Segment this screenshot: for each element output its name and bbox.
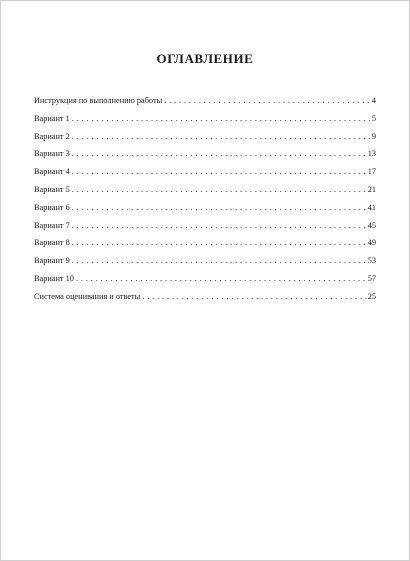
toc-entry-page: 21: [367, 184, 376, 194]
dot-leader: [72, 199, 367, 217]
dot-leader: [142, 288, 366, 306]
toc-entry-page: 5: [371, 113, 376, 123]
toc-entry-label: Инструкция по выполнению работы: [34, 96, 163, 105]
toc-entry-page: 13: [367, 149, 376, 159]
dot-leader: [72, 145, 367, 163]
toc-entry-variant-6[interactable]: [34, 199, 376, 217]
toc-entry-page: 4: [371, 96, 376, 105]
toc-entry-variant-5[interactable]: [34, 181, 376, 199]
dot-leader: [72, 110, 371, 128]
dot-leader: [72, 217, 367, 235]
toc-entry-page: 17: [367, 167, 376, 177]
toc-entry-variant-7[interactable]: [34, 217, 376, 235]
toc-entry-label: Вариант 7: [34, 220, 70, 230]
toc-entry-page: 25: [367, 291, 376, 301]
toc-entry-label: Вариант 9: [34, 256, 70, 266]
toc-entry-label: Вариант 8: [34, 238, 70, 248]
toc-entry-label: Вариант 4: [34, 167, 70, 177]
toc-entry-label: Вариант 10: [34, 273, 74, 283]
toc-entry-page: 57: [367, 273, 376, 283]
page-title: ОГЛАВЛЕНИЕ: [156, 51, 254, 66]
toc-entry-variant-1[interactable]: [34, 110, 376, 128]
dot-leader: [72, 234, 367, 252]
toc-entry-instructions[interactable]: [34, 92, 376, 110]
toc-entry-page: 45: [367, 220, 376, 230]
dot-leader: [72, 252, 367, 270]
dot-leader: [164, 92, 371, 110]
toc-entry-variant-8[interactable]: [34, 234, 376, 252]
toc-entry-page: 9: [371, 131, 376, 141]
toc-entry-variant-4[interactable]: [34, 163, 376, 181]
toc-entry-label: Вариант 1: [34, 113, 70, 123]
toc-entry-label: Вариант 6: [34, 202, 70, 212]
dot-leader: [72, 128, 371, 146]
toc-entry-page: 41: [367, 202, 376, 212]
toc-entry-grading-and-answers[interactable]: [34, 288, 376, 306]
toc-entry-page: 53: [367, 256, 376, 266]
dot-leader: [72, 181, 367, 199]
toc-entry-variant-9[interactable]: [34, 252, 376, 270]
toc-entry-variant-2[interactable]: [34, 128, 376, 146]
dot-leader: [76, 270, 367, 288]
table-of-contents: [34, 92, 376, 306]
toc-entry-label: Система оценивания и ответы: [34, 291, 141, 301]
toc-entry-variant-3[interactable]: [34, 145, 376, 163]
toc-entry-variant-10[interactable]: [34, 270, 376, 288]
toc-entry-label: Вариант 5: [34, 184, 70, 194]
toc-entry-label: Вариант 2: [34, 131, 70, 141]
dot-leader: [72, 163, 367, 181]
toc-entry-label: Вариант 3: [34, 149, 70, 159]
toc-entry-page: 49: [367, 238, 376, 248]
